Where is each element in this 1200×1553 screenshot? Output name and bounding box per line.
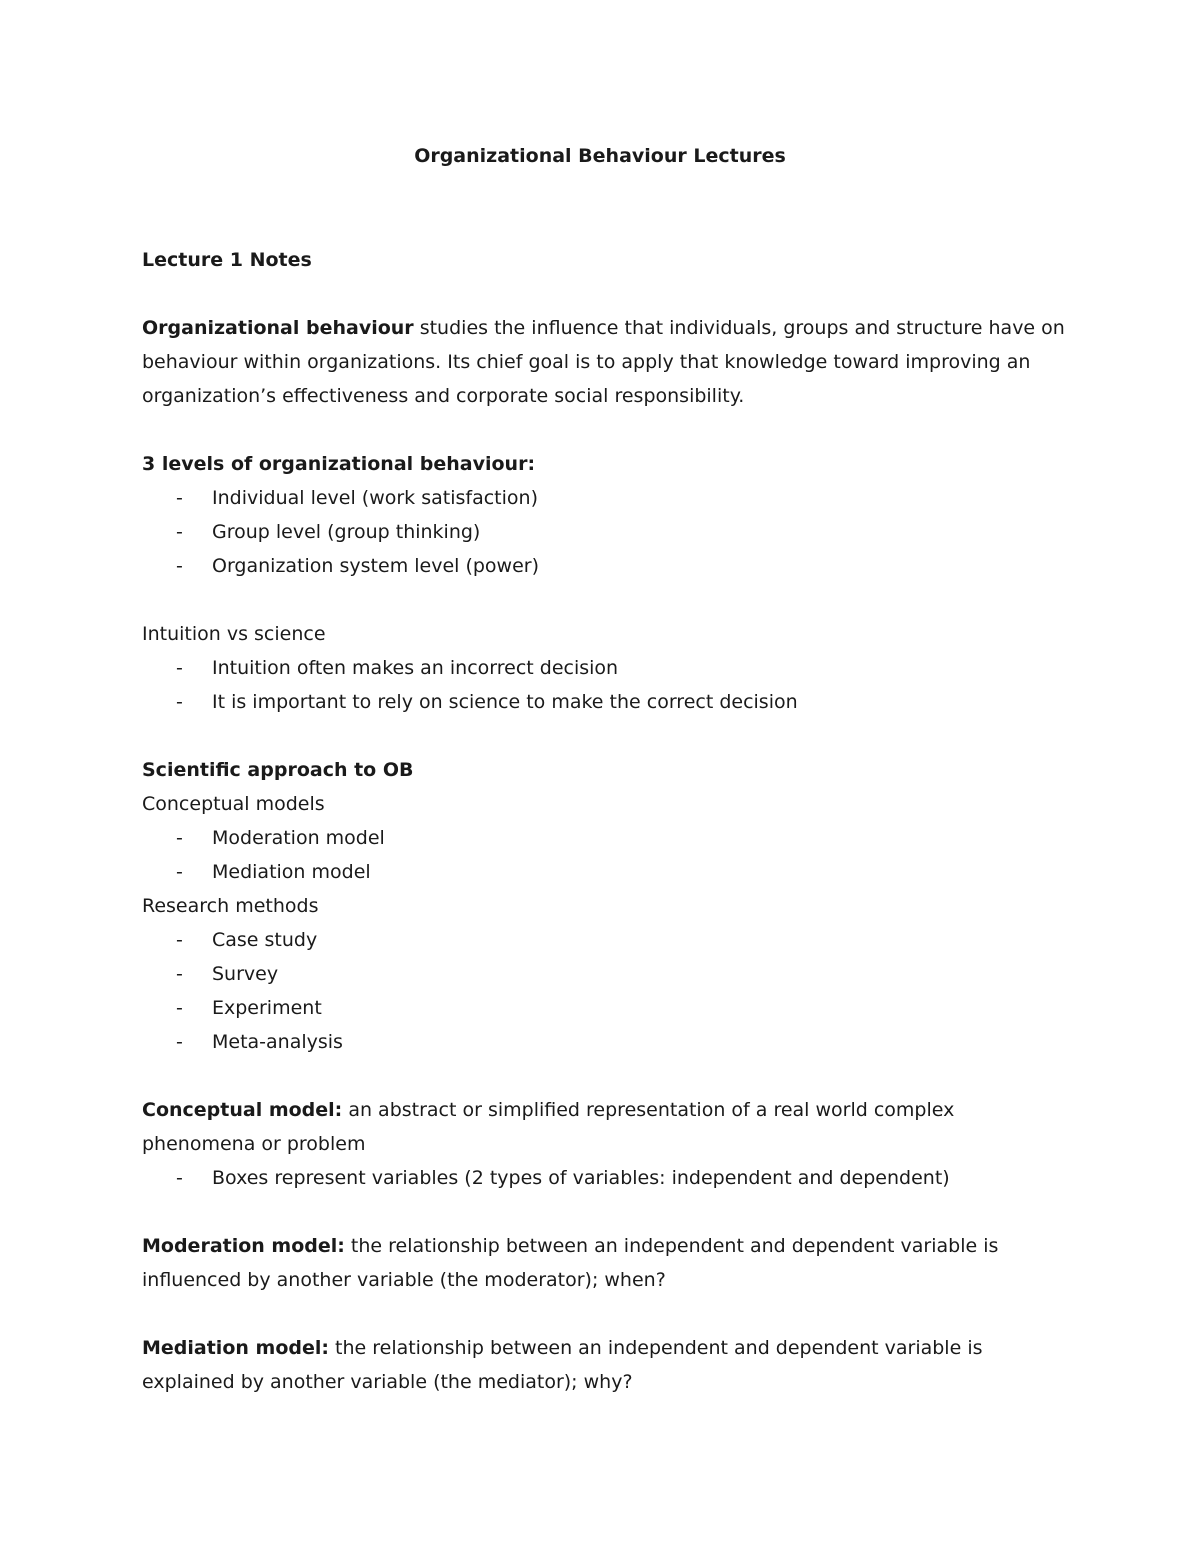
bullet-marker: -: [176, 657, 183, 679]
bullet-marker: -: [176, 963, 183, 985]
intro-line-3: organization’s effectiveness and corporate social responsibility.: [142, 385, 745, 407]
moderation-line-1: the relationship between an independent and dependent variable is: [344, 1235, 999, 1257]
intuition-heading: Intuition vs science: [142, 623, 326, 645]
bullet-marker: -: [176, 521, 183, 543]
bullet-marker: -: [176, 1167, 183, 1189]
mediation-line-1: the relationship between an independent and dependent variable is: [328, 1337, 983, 1359]
bullet-marker: -: [176, 929, 183, 951]
intro-line-1: studies the influence that individuals, groups and structure have on: [413, 317, 1065, 339]
mediation-line-2: explained by another variable (the mediator); why?: [142, 1371, 633, 1393]
list-item-text: Meta-analysis: [212, 1031, 343, 1053]
list-item-text: Mediation model: [212, 861, 371, 883]
bullet-marker: -: [176, 827, 183, 849]
moderation-line-2: influenced by another variable (the moderator); when?: [142, 1269, 666, 1291]
list-item: [142, 957, 1072, 991]
intro-paragraph: [142, 311, 1072, 345]
models-label: Conceptual models: [142, 793, 325, 815]
conceptual-definition: [142, 1093, 1072, 1127]
list-item: [142, 685, 1072, 719]
list-item: [142, 1025, 1072, 1059]
list-item-text: It is important to rely on science to make the correct decision: [212, 691, 798, 713]
lecture-heading: Lecture 1 Notes: [142, 249, 312, 271]
intro-line-2: behaviour within organizations. Its chief goal is to apply that knowledge toward improving an: [142, 351, 1031, 373]
methods-label: Research methods: [142, 895, 319, 917]
list-item: [142, 1161, 1072, 1195]
levels-heading: 3 levels of organizational behaviour:: [142, 453, 536, 475]
bullet-marker: -: [176, 861, 183, 883]
intro-term: Organizational behaviour: [142, 317, 414, 339]
mediation-definition: [142, 1331, 1072, 1365]
list-item-text: Case study: [212, 929, 318, 951]
list-item: [142, 923, 1072, 957]
list-item-text: Boxes represent variables (2 types of variables: independent and dependent): [212, 1167, 950, 1189]
document-body: [142, 243, 1072, 1399]
list-item-text: Individual level (work satisfaction): [212, 487, 538, 509]
bullet-marker: -: [176, 691, 183, 713]
moderation-definition: [142, 1229, 1072, 1263]
list-item: [142, 515, 1072, 549]
bullet-marker: -: [176, 997, 183, 1019]
conceptual-term: Conceptual model:: [142, 1099, 343, 1121]
list-item: [142, 549, 1072, 583]
scientific-heading: Scientific approach to OB: [142, 759, 414, 781]
list-item: [142, 651, 1072, 685]
list-item-text: Group level (group thinking): [212, 521, 481, 543]
bullet-marker: -: [176, 487, 183, 509]
bullet-marker: -: [176, 555, 183, 577]
conceptual-line-2: phenomena or problem: [142, 1133, 366, 1155]
list-item: [142, 991, 1072, 1025]
list-item-text: Survey: [212, 963, 279, 985]
list-item-text: Experiment: [212, 997, 322, 1019]
list-item-text: Intuition often makes an incorrect decision: [212, 657, 619, 679]
moderation-term: Moderation model:: [142, 1235, 345, 1257]
bullet-marker: -: [176, 1031, 183, 1053]
list-item-text: Moderation model: [212, 827, 385, 849]
list-item: [142, 481, 1072, 515]
conceptual-line-1: an abstract or simplified representation of a real world complex: [342, 1099, 955, 1121]
list-item-text: Organization system level (power): [212, 555, 540, 577]
mediation-term: Mediation model:: [142, 1337, 329, 1359]
list-item: [142, 855, 1072, 889]
list-item: [142, 821, 1072, 855]
document-title: Organizational Behaviour Lectures: [414, 145, 786, 167]
